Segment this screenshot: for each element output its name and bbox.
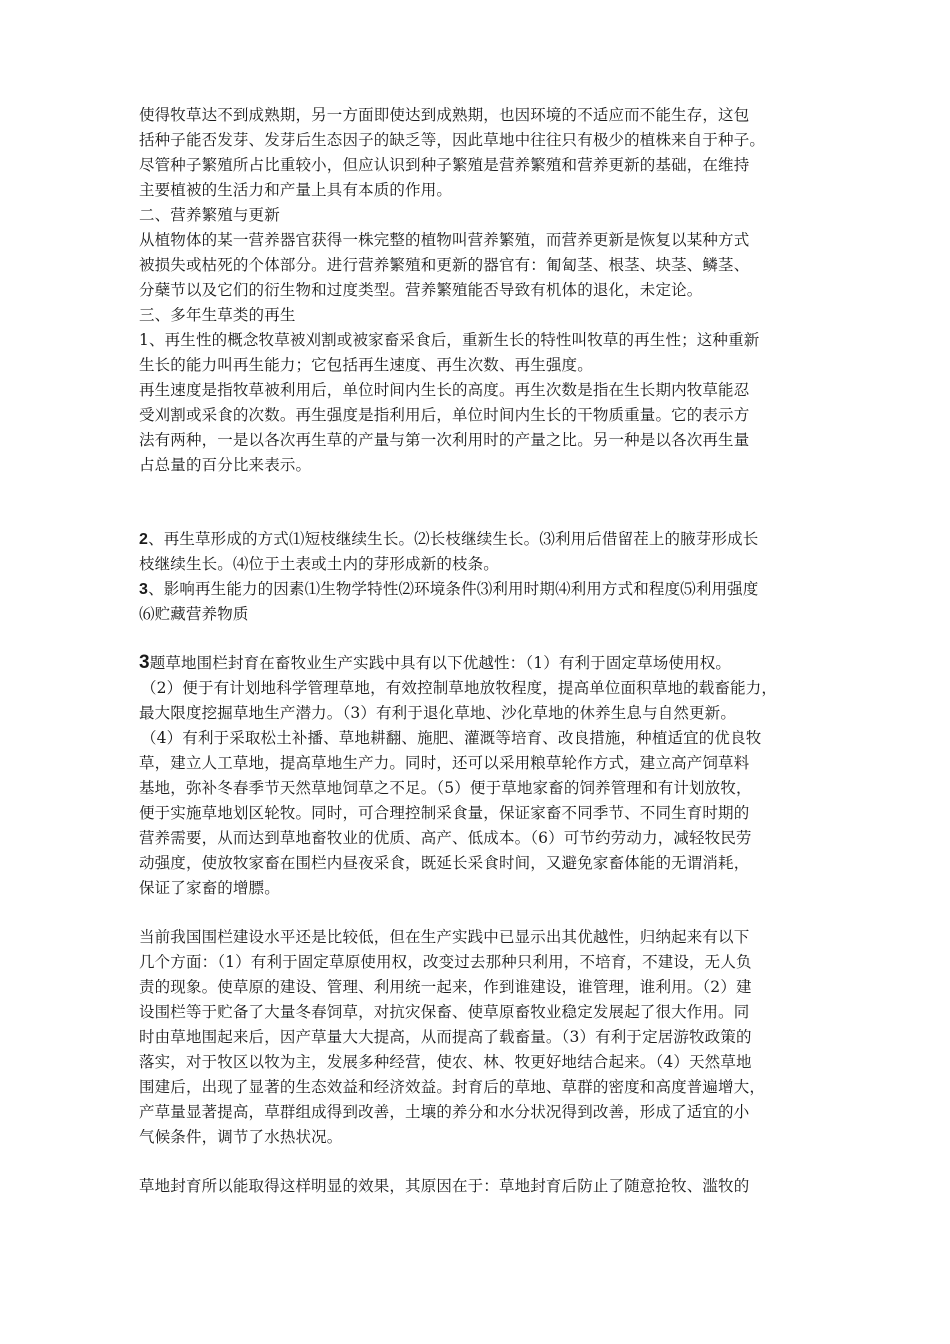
- item-text: 、影响再生能力的因素⑴生物学特性⑵环境条件⑶利用时期⑷利用方式和程度⑸利用强度: [148, 580, 759, 598]
- text-line: 最大限度挖掘草地生产潜力。（3）有利于退化草地、沙化草地的休养生息与自然更新。: [139, 704, 736, 722]
- text-line: 产草量显著提高，草群组成得到改善，土壤的养分和水分状况得到改善，形成了适宜的小: [139, 1103, 750, 1121]
- text-line: 使得牧草达不到成熟期，另一方面即使达到成熟期，也因环境的不适应而不能生存，这包: [139, 106, 750, 124]
- text-line: 草地封育所以能取得这样明显的效果，其原因在于：草地封育后防止了随意抢牧、滥牧的: [139, 1177, 750, 1195]
- text-line: 生长的能力叫再生能力；它包括再生速度、再生次数、再生强度。: [139, 356, 593, 374]
- item-text: 、再生草形成的方式⑴短枝继续生长。⑵长枝继续生长。⑶利用后借留茬上的腋芽形成长: [148, 530, 759, 548]
- text-line: ⑹贮藏营养物质: [139, 605, 249, 623]
- question-first-line: [139, 652, 839, 674]
- text-line: 尽管种子繁殖所占比重较小，但应认识到种子繁殖是营养繁殖和营养更新的基础，在维持: [139, 156, 750, 174]
- text-line: 便于实施草地划区轮牧。同时，可合理控制采食量，保证家畜不同季节、不同生育时期的: [139, 804, 750, 822]
- text-line: （2）便于有计划地科学管理草地，有效控制草地放牧程度，提高单位面积草地的载畜能力，: [141, 679, 778, 697]
- question-text: 题草地围栏封育在畜牧业生产实践中具有以下优越性：（1）有利于固定草场使用权。: [149, 654, 732, 672]
- text-line: 占总量的百分比来表示。: [139, 456, 312, 474]
- text-line: 保证了家畜的增膘。: [139, 879, 280, 897]
- text-line: 再生速度是指牧草被利用后，单位时间内生长的高度。再生次数是指在生长期内牧草能忍: [139, 381, 750, 399]
- section-heading: 三、多年生草类的再生: [139, 306, 296, 324]
- text-line: 几个方面：（1）有利于固定草原使用权，改变过去那种只利用，不培育，不建设，无人负: [139, 953, 752, 971]
- question-number: 3: [139, 652, 150, 673]
- text-line: 草，建立人工草地，提高草地生产力。同时，还可以采用粮草轮作方式，建立高产饲草料: [139, 754, 750, 772]
- text-line: 法有两种，一是以各次再生草的产量与第一次利用时的产量之比。另一种是以各次再生量: [139, 431, 750, 449]
- text-line: 落实，对于牧区以牧为主，发展多种经营，使农、林、牧更好地结合起来。（4）天然草地: [139, 1053, 752, 1071]
- text-line: 分蘖节以及它们的衍生物和过度类型。营养繁殖能否导致有机体的退化，未定论。: [139, 281, 703, 299]
- item-number: 3: [139, 581, 149, 598]
- text-line: 动强度，使放牧家畜在围栏内昼夜采食，既延长采食时间，又避免家畜体能的无谓消耗，: [139, 854, 750, 872]
- text-line: 围建后，出现了显著的生态效益和经济效益。封育后的草地、草群的密度和高度普遍增大，: [139, 1078, 766, 1096]
- numbered-item-2: [139, 528, 839, 550]
- text-line: 受刈割或采食的次数。再生强度是指利用后，单位时间内生长的干物质重量。它的表示方: [139, 406, 750, 424]
- text-line: （4）有利于采取松土补播、草地耕翻、施肥、灌溉等培育、改良措施，种植适宜的优良牧: [141, 729, 762, 747]
- text-line: 主要植被的生活力和产量上具有本质的作用。: [139, 181, 453, 199]
- text-line: 营养需要，从而达到草地畜牧业的优质、高产、低成本。（6）可节约劳动力，减轻牧民劳: [139, 829, 752, 847]
- text-line: 气候条件，调节了水热状况。: [139, 1128, 343, 1146]
- text-line: 被损失或枯死的个体部分。进行营养繁殖和更新的器官有：匍匐茎、根茎、块茎、鳞茎、: [139, 256, 750, 274]
- text-line: 1、再生性的概念牧草被刈割或被家畜采食后，重新生长的特性叫牧草的再生性；这种重新: [139, 331, 760, 349]
- text-line: 当前我国围栏建设水平还是比较低，但在生产实践中已显示出其优越性，归纳起来有以下: [139, 928, 750, 946]
- text-line: 从植物体的某一营养器官获得一株完整的植物叫营养繁殖，而营养更新是恢复以某种方式: [139, 231, 750, 249]
- text-line: 设围栏等于贮备了大量冬春饲草，对抗灾保畜、使草原畜牧业稳定发展起了很大作用。同: [139, 1003, 750, 1021]
- text-line: 枝继续生长。⑷位于土表或土内的芽形成新的枝条。: [139, 555, 499, 573]
- text-line: 基地，弥补冬春季节天然草地饲草之不足。（5）便于草地家畜的饲养管理和有计划放牧，: [139, 779, 752, 797]
- numbered-item-3: [139, 578, 839, 600]
- item-number: 2: [139, 531, 149, 548]
- section-heading: 二、营养繁殖与更新: [139, 206, 280, 224]
- text-line: 括种子能否发芽、发芽后生态因子的缺乏等，因此草地中往往只有极少的植株来自于种子。: [139, 131, 766, 149]
- text-line: 责的现象。使草原的建设、管理、利用统一起来，作到谁建设，谁管理，谁利用。（2）建: [139, 978, 752, 996]
- text-line: 时由草地围起来后，因产草量大大提高，从而提高了载畜量。（3）有利于定居游牧政策的: [139, 1028, 752, 1046]
